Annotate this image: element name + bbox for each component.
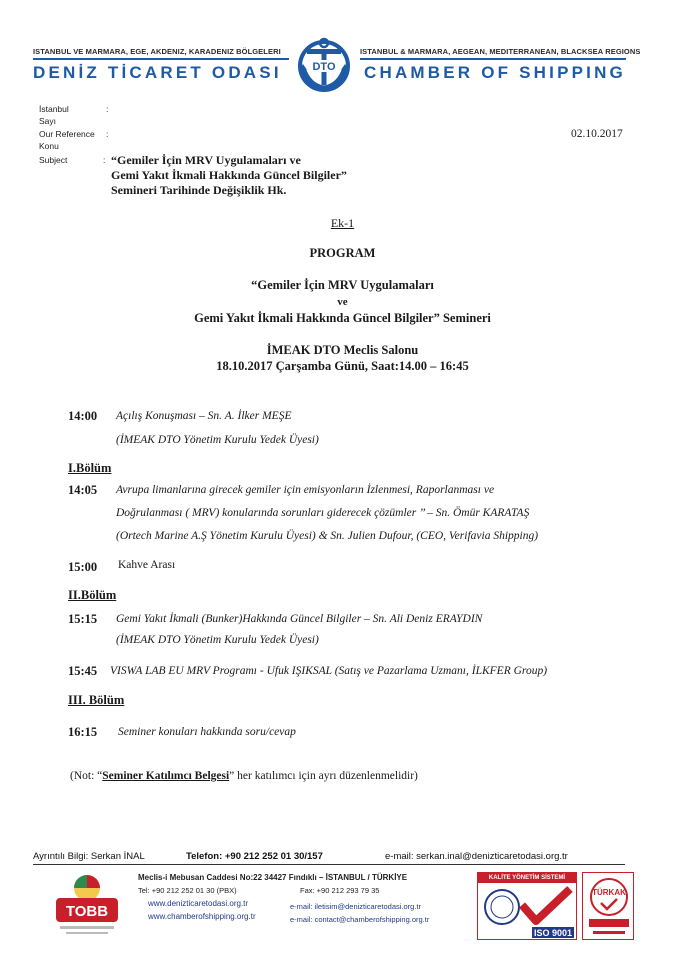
tobb-logo <box>52 868 122 940</box>
dto-anchor-logo <box>289 36 359 96</box>
agenda-bunker-line-1: Gemi Yakıt İkmali (Bunker)Hakkında Güncel Bilgiler – Sn. Ali Deniz ERAYDIN <box>116 613 483 625</box>
quality-system-title: KALİTE YÖNETİM SİSTEMİ <box>478 873 576 883</box>
subject-line-2: Gemi Yakıt İkmali Hakkında Güncel Bilgiler” <box>111 168 347 182</box>
section-1-heading: I.Bölüm <box>68 461 112 475</box>
section-3-heading: III. Bölüm <box>68 693 125 707</box>
letter-date: 02.10.2017 <box>571 128 623 140</box>
agenda-viswa: VISWA LAB EU MRV Programı - Ufuk IŞIKSAL (Satış ve Pazarlama Uzmanı, İLKFER Group) <box>110 665 548 677</box>
header-rule-left <box>33 58 289 60</box>
agenda-mrv-line-2: Doğrulanması ( MRV) konularında sorunları giderecek çözümler ’’ – Sn. Ömür KARATAŞ <box>116 507 530 519</box>
section-2-heading: II.Bölüm <box>68 588 117 602</box>
seminar-venue: İMEAK DTO Meclis Salonu <box>266 343 419 357</box>
meta-colon-3: : <box>103 155 106 165</box>
footer-mail-tr[interactable]: e-mail: iletisim@denizticaretodasi.org.tr <box>290 902 421 911</box>
seminar-title-2: ve <box>337 296 348 308</box>
time-1545: 15:45 <box>68 664 98 678</box>
turkak-badge <box>582 872 634 940</box>
footer-fax: Fax: +90 212 293 79 35 <box>300 886 380 895</box>
footer-web-tr[interactable]: www.denizticaretodasi.org.tr <box>148 899 249 908</box>
annex-label: Ek-1 <box>330 216 355 230</box>
agenda-mrv-line-3: (Ortech Marine A.Ş Yönetim Kurulu Üyesi) & Sn. Julien Dufour, (CEO, Verifavia Shipping) <box>116 530 539 542</box>
meta-colon-2: : <box>106 129 109 139</box>
chamber-name-en: CHAMBER OF SHIPPING <box>364 63 626 82</box>
agenda-bunker-line-2: (İMEAK DTO Yönetim Kurulu Yedek Üyesi) <box>116 634 319 646</box>
note-suffix: ” her katılımcı için ayrı düzenlenmelidir) <box>229 770 418 782</box>
time-1515: 15:15 <box>68 612 98 626</box>
meta-our-reference: Our Reference <box>39 129 95 139</box>
meta-istanbul: İstanbul <box>39 104 69 114</box>
contact-info: Ayrıntılı Bilgi: Serkan İNAL <box>33 851 145 862</box>
meta-subject: Subject <box>39 155 68 165</box>
footer-web-en[interactable]: www.chamberofshipping.org.tr <box>148 912 256 921</box>
header-rule-right <box>360 58 626 60</box>
time-1500: 15:00 <box>68 560 98 574</box>
participant-note <box>70 770 418 782</box>
dto-logo-lettering: DTO <box>312 61 336 73</box>
agenda-opening-role: (İMEAK DTO Yönetim Kurulu Yedek Üyesi) <box>116 434 319 446</box>
note-prefix: (Not: “ <box>70 770 103 782</box>
contact-phone: Telefon: +90 212 252 01 30/157 <box>186 851 323 862</box>
seminar-title-3: Gemi Yakıt İkmali Hakkında Güncel Bilgiler” Semineri <box>194 311 491 325</box>
turkak-lettering: TÜRKAK <box>592 888 626 897</box>
time-1405: 14:05 <box>68 483 98 497</box>
agenda-opening: Açılış Konuşması – Sn. A. İlker MEŞE <box>116 410 292 422</box>
chamber-name-tr: DENİZ TİCARET ODASI <box>33 63 282 82</box>
footer-address: Meclis-i Mebusan Caddesi No:22 34427 Fındıklı – İSTANBUL / TÜRKİYE <box>138 873 408 882</box>
seminar-datetime: 18.10.2017 Çarşamba Günü, Saat:14.00 – 16:45 <box>216 359 469 373</box>
iso-9001-badge <box>477 872 577 940</box>
meta-colon-1: : <box>106 104 109 114</box>
time-1400: 14:00 <box>68 409 98 423</box>
time-1615: 16:15 <box>68 725 98 739</box>
footer-tel: Tel: +90 212 252 01 30 (PBX) <box>138 886 237 895</box>
seminar-title-1: “Gemiler İçin MRV Uygulamaları <box>251 278 434 292</box>
meta-konu: Konu <box>39 141 59 151</box>
agenda-qa: Seminer konuları hakkında soru/cevap <box>118 726 296 738</box>
footer-mail-en[interactable]: e-mail: contact@chamberofshipping.org.tr <box>290 915 430 924</box>
footer-divider <box>33 864 625 865</box>
program-heading: PROGRAM <box>309 246 376 260</box>
agenda-coffee-break: Kahve Arası <box>118 559 176 571</box>
meta-sayi: Sayı <box>39 116 57 126</box>
agenda-mrv-line-1: Avrupa limanlarına girecek gemiler için emisyonların İzlenmesi, Raporlanması ve <box>116 484 495 496</box>
note-certificate: Seminer Katılımcı Belgesi <box>102 770 230 782</box>
iso-lettering: ISO 9001 <box>533 928 573 938</box>
header-regions-en: ISTANBUL & MARMARA, AEGEAN, MEDITERRANEAN, BLACKSEA REGIONS <box>360 47 641 56</box>
tobb-lettering: TOBB <box>65 903 109 920</box>
subject-line-1: “Gemiler İçin MRV Uygulamaları ve <box>111 153 301 167</box>
subject-line-3: Semineri Tarihinde Değişiklik Hk. <box>111 183 287 197</box>
header-regions-tr: ISTANBUL VE MARMARA, EGE, AKDENIZ, KARADENIZ BÖLGELERI <box>33 47 281 56</box>
contact-email: e-mail: serkan.inal@denizticaretodasi.org.tr <box>385 851 568 862</box>
